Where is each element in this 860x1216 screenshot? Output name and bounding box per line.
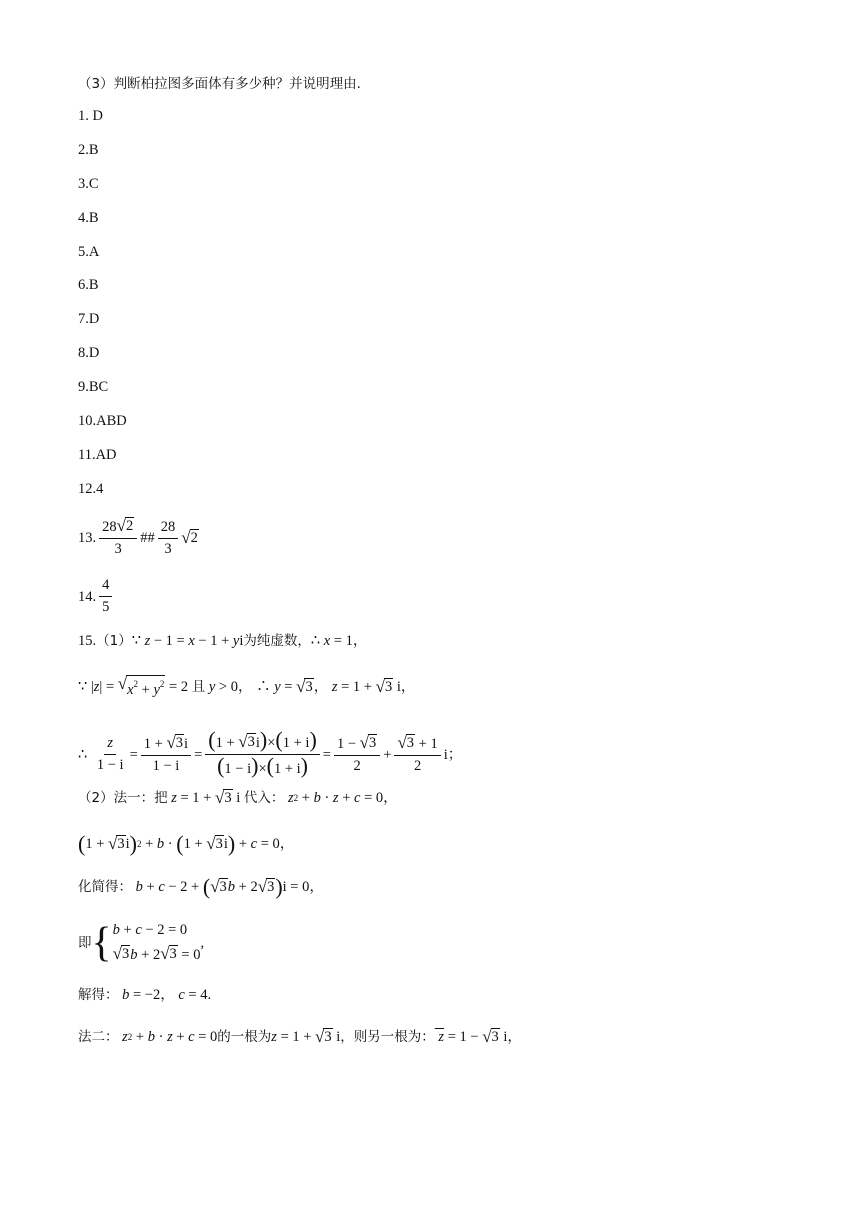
fraction-4-over-5: $\frac{4}{5}$ — [99, 576, 112, 617]
sqrt-2: √ 2 — [181, 528, 198, 547]
answer-9: 9.BC — [78, 379, 109, 395]
solution-15-part1-line3: ∴ $\frac{z}{1 - i}$ = 1 + √ 3 i 1 − i = (1 + √ 3 i)×(1 + i) (1 − i)×(1 + i) = 1 − √ 3 2 + √ 3 + 1 2 i； — [78, 727, 463, 778]
answer-13: 13. 28 √ 2 3 ## $\frac{28}{3}$ √ 2 — [78, 516, 198, 557]
answer-11: 11.AD — [78, 447, 117, 463]
answer-8: 8.D — [78, 345, 100, 361]
solution-15-part2-line2: ( 1 + √ 3 i ) 2 + b · ( 1 + √ 3 i ) + c = 0， — [78, 831, 295, 856]
answer-7: 7.D — [78, 311, 100, 327]
answer-6: 6.B — [78, 277, 99, 293]
answer-12: 12.4 — [78, 481, 104, 497]
answer-2: 2.B — [78, 142, 99, 158]
answer-5: 5.A — [78, 244, 100, 260]
question-3: （3）判断柏拉图多面体有多少种？并说明理由. — [78, 76, 361, 92]
solution-15-part2-system: 即 { b + c − 2 = 0 √ 3 b + 2 √ 3 = 0 , — [78, 920, 205, 966]
solution-15-part2-line3: 化简得： b + c − 2 + ( √ 3 b + 2 √ 3 ) i = 0， — [78, 874, 324, 899]
fraction-28-root2-over-3: 28 √ 2 3 — [99, 517, 137, 559]
answer-1: 1. D — [78, 108, 103, 124]
solution-15-part2-line1: （2）法一：把 z = 1 + √ 3 i 代入： z 2 + b · z + c = 0， — [78, 788, 398, 807]
answer-4: 4.B — [78, 210, 99, 226]
fraction-28-over-3: $\frac{28}{3}$ — [158, 518, 179, 559]
solution-15-method2: 法二： z 2 + b · z + c = 0 的一根为 z = 1 + √ 3 i ，则另一根为： z = 1 − √ 3 i， — [78, 1027, 522, 1046]
answer-10: 10.ABD — [78, 413, 127, 429]
answer-14: 14. $\frac{4}{5}$ — [78, 576, 115, 617]
answer-3: 3.C — [78, 176, 99, 192]
solution-15-part1-line1: 15. （1） ∵ z − 1 = x − 1 + y i 为纯虚数， ∴ x = 1， — [78, 633, 368, 649]
solution-15-part1-line2: ∵ | z | = √ $x^2 + y^2$ = 2 且 y > 0， ∴ y = √ 3 ， z = 1 + √ 3 i， — [78, 674, 416, 698]
solution-15-part2-result: 解得： b = −2， c = 4. — [78, 987, 212, 1003]
